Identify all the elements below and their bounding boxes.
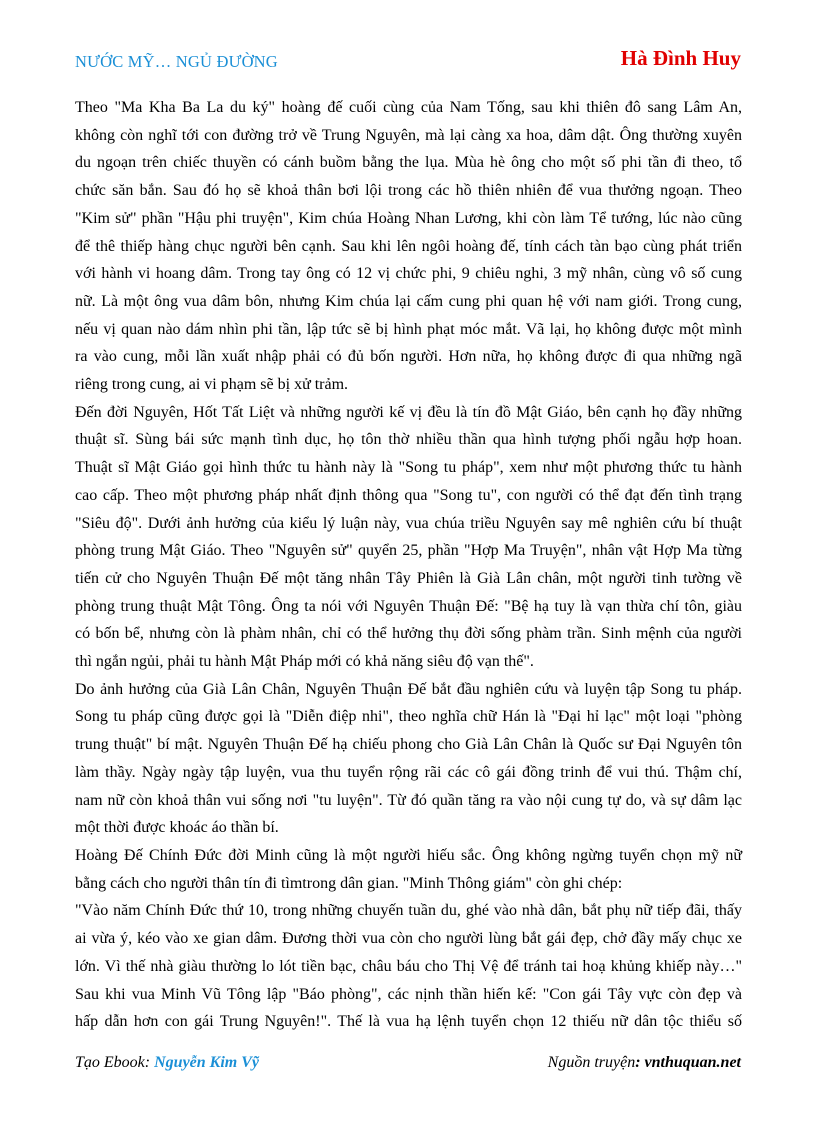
source-separator: : — [635, 1054, 645, 1071]
source-label: Nguồn truyện — [547, 1054, 636, 1071]
page-header — [75, 46, 741, 76]
text-line: ra vào cung, mỗi lần xuất nhập phải có đủ bốn người. Hơn nữa, họ không được đi qua những ngã — [75, 348, 742, 366]
author-name: Hà Đình Huy — [620, 46, 741, 70]
text-line: chức săn bắn. Sau đó họ sẽ khoả thân bơi lội trong các hồ thiên nhiên để vua thưởng ngoạn. Theo — [75, 182, 742, 200]
text-line: Theo "Ma Kha Ba La du ký" hoàng đế cuối cùng của Nam Tống, sau khi thiên đô sang Lâm An, — [75, 99, 742, 116]
text-line: nam nữ còn khoả thân vui sống nơi "tu luyện". Từ đó quần tăng ra vào nội cung tự do, và sự dâm lạc — [75, 791, 742, 809]
text-line: có bốn bể, nhưng còn là phàm nhân, chỉ có thể hưởng thụ đời sống phàm trần. Sinh mệnh của người — [75, 625, 742, 643]
text-line: thì ngắn ngủi, phải tu hành Mật Pháp mới có khả năng siêu độ vạn thế". — [75, 653, 534, 671]
body-text — [75, 94, 742, 1036]
text-line: ai vừa ý, kéo vào xe gian dâm. Đương thời vua còn cho người lùng bắt gái đẹp, chở đầy mấy chục xe — [75, 930, 742, 948]
text-line: bằng cách cho người thân tín đi tìmtrong dân gian. "Minh Thông giám" còn ghi chép: — [75, 874, 623, 892]
text-line: Sau khi vua Minh Vũ Tông lập "Báo phòng", các nịnh thần hiến kế: "Con gái Tây vực còn đẹp và — [75, 985, 742, 1003]
text-line: cao cấp. Theo một phương pháp nhất định thông qua "Song tu", con người có thể đạt đến tình trạng — [75, 486, 742, 504]
text-line: hấp dẫn hơn con gái Trung Nguyên!". Thế là vua hạ lệnh tuyển chọn 12 thiếu nữ dân tộc thiểu số — [75, 1013, 742, 1031]
text-line: Hoàng Đế Chính Đức đời Minh cũng là một người hiếu sắc. Ông không ngừng tuyển chọn mỹ nữ — [75, 846, 742, 864]
ebook-credit — [75, 1054, 259, 1072]
source-credit — [548, 1054, 741, 1072]
text-line: riêng trong cung, ai vi phạm sẽ bị xử trảm. — [75, 376, 349, 394]
text-line: phòng trung thuật Mật Tông. Ông ta nói với Nguyên Thuận Đế: "Bệ hạ tuy là vạn thừa chí tôn, giàu — [75, 597, 742, 615]
text-line: "Siêu độ". Dưới ảnh hưởng của kiểu lý luận này, vua chúa triều Nguyên say mê nghiên cứu bí thuật — [75, 514, 742, 532]
text-line: không còn nghĩ tới con đường trở về Trung Nguyên, mà lại càng xa hoa, dâm dật. Ông thường xuyên — [75, 126, 742, 144]
book-title: NƯỚC MỸ… NGỦ ĐƯỜNG — [75, 52, 278, 71]
text-line: trung thuật" bí mật. Nguyên Thuận Đế hạ chiếu phong cho Già Lân Chân là Quốc sư Đại Nguyên tôn — [75, 736, 742, 754]
text-line: Do ảnh hưởng của Già Lân Chân, Nguyên Thuận Đế bắt đầu nghiên cứu và luyện tập Song tu pháp. — [75, 680, 742, 698]
source-site: vnthuquan.net — [644, 1054, 741, 1071]
text-line: với hành vi hoang dâm. Trong tay ông có 12 vị chức phi, 9 chiêu nghi, 3 mỹ nhân, cùng vô số cung — [75, 265, 742, 283]
ebook-separator: : — [144, 1054, 155, 1071]
text-line: Thuật sĩ Mật Giáo gọi hình thức tu hành này là "Song tu pháp", xem như một phương thức tu hành — [75, 459, 742, 477]
text-line: lớn. Vì thế nhà giàu thường lo lót tiền bạc, châu báu cho Thị Vệ để tránh tai hoạ khủng khiếp này…" — [75, 957, 742, 975]
text-line: nếu vị quan nào dám nhìn phi tần, lập tức sẽ bị hình phạt móc mắt. Vã lại, họ không được một mình — [75, 320, 742, 338]
text-line: nữ. Là một ông vua dâm bôn, nhưng Kim chúa lại cấm cung phi quan hệ với nam giới. Trong cung, — [75, 292, 742, 310]
ebook-creator-name: Nguyễn Kim Vỹ — [154, 1054, 259, 1071]
text-line: tiến cử cho Nguyên Thuận Đế một tăng nhân Tây Phiên là Già Lân chân, một người tinh tường về — [75, 569, 742, 587]
text-line: thuật sĩ. Sùng bái sức mạnh tình dục, họ tôn thờ nhiều thần qua hình tượng phối ngẫu hợp hoan. — [75, 431, 742, 449]
text-line: Đến đời Nguyên, Hốt Tất Liệt và những người kế vị đều là tín đồ Mật Giáo, bên cạnh họ đầy những — [75, 403, 742, 421]
text-line: một thời được khoác áo thần bí. — [75, 819, 279, 837]
page-footer — [75, 1054, 741, 1078]
text-line: làm thầy. Ngày ngày tập luyện, vua thu tuyển rộng rãi các cô gái đồng trinh để vui thú. Thậm chí, — [75, 763, 742, 781]
text-line: du ngoạn trên chiếc thuyền có cánh buồm bằng the lụa. Mùa hè ông cho một số phi tần đi theo, tổ — [75, 154, 742, 172]
text-line: để thê thiếp hàng chục người bên cạnh. Sau khi lên ngôi hoàng đế, tính cách tàn bạo cùng phát triển — [75, 237, 742, 255]
text-line: "Vào năm Chính Đức thứ 10, trong những chuyến tuần du, ghé vào nhà dân, bắt phụ nữ tiếp đãi, thấy — [75, 902, 742, 920]
text-line: Song tu pháp cũng được gọi là "Diễn điệp nhi", theo nghĩa chữ Hán là "Đại hỉ lạc" một loại "phòng — [75, 708, 742, 726]
ebook-label: Tạo Ebook — [75, 1054, 145, 1071]
text-line: "Kim sử" phần "Hậu phi truyện", Kim chúa Hoàng Nhan Lương, khi còn làm Tể tướng, lúc nào cũng — [75, 209, 742, 227]
text-line: phòng trung Mật Giáo. Theo "Nguyên sử" quyển 25, phần "Hợp Ma Truyện", nhân vật Hợp Ma từng — [75, 542, 742, 560]
